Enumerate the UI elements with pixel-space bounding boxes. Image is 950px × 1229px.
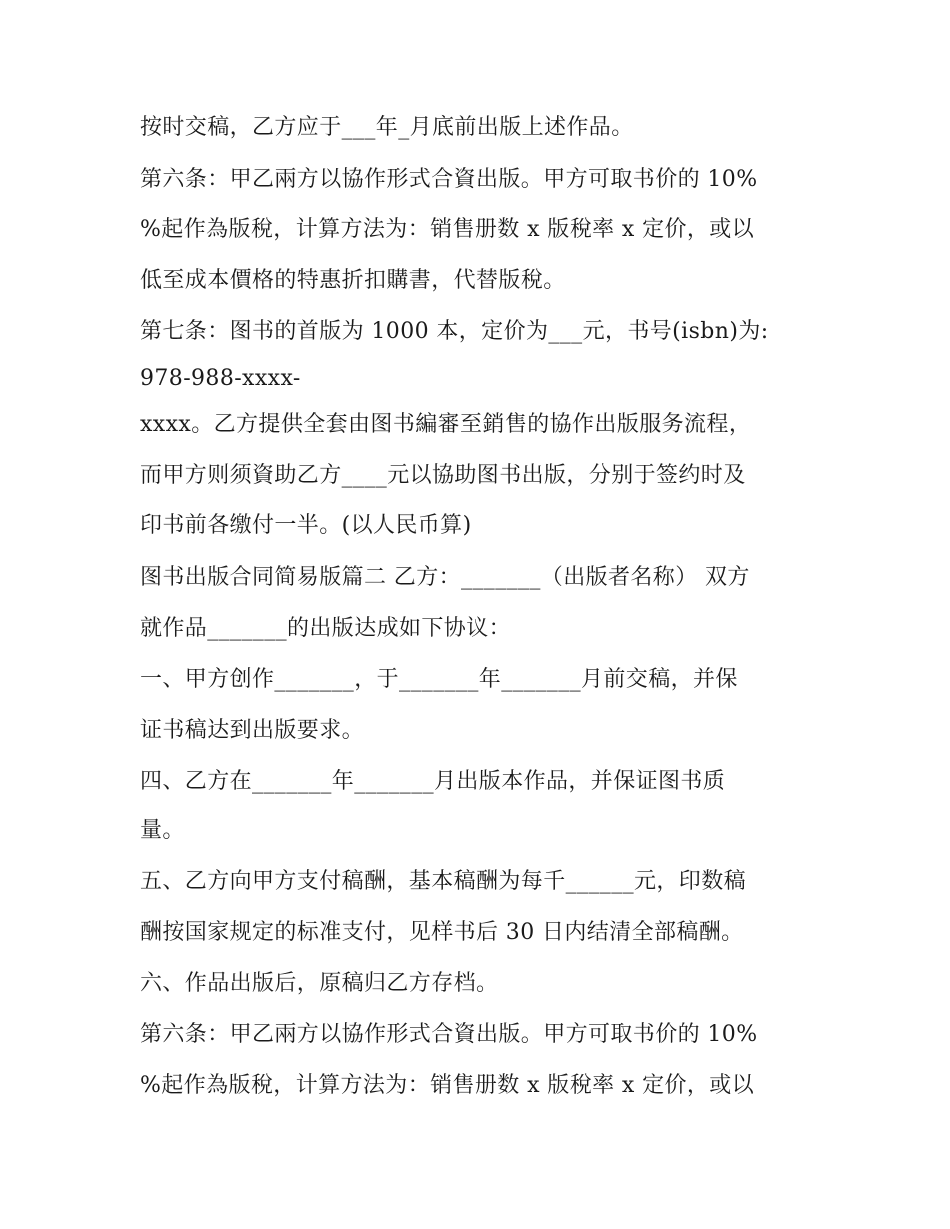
text-line: 证书稿达到出版要求。 — [140, 718, 365, 743]
text-line: 第六条：甲乙兩方以協作形式合資出版。甲方可取书价的 10% — [140, 167, 758, 192]
text-line: 酬按国家规定的标准支付，见样书后 30 日内结清全部稿酬。 — [140, 920, 744, 945]
text-line: 第六条：甲乙兩方以協作形式合資出版。甲方可取书价的 10% — [140, 1022, 758, 1047]
text-line: 六、作品出版后，原稿归乙方存档。 — [140, 971, 499, 996]
text-line: xxxx。乙方提供全套由图书編審至銷售的協作出版服务流程， — [140, 412, 752, 437]
text-line: 一、甲方创作_______，于_______年_______月前交稿，并保 — [140, 667, 738, 692]
text-line: %起作為版稅，计算方法为：销售册数 x 版稅率 x 定价，或以 — [140, 217, 755, 242]
text-line: 978-988-xxxx- — [140, 366, 301, 391]
text-line: %起作為版稅，计算方法为：销售册数 x 版稅率 x 定价，或以 — [140, 1073, 755, 1098]
text-line: 四、乙方在_______年_______月出版本作品，并保证图书质 — [140, 769, 726, 794]
text-line: 就作品_______的出版达成如下协议： — [140, 616, 512, 641]
text-line: 而甲方则须資助乙方____元以協助图书出版，分别于签约时及 — [140, 463, 746, 488]
text-line: 低至成本價格的特惠折扣購書，代替版稅。 — [140, 268, 566, 293]
text-line: 印书前各缴付一半。(以人民币算) — [140, 513, 472, 538]
text-line: 第七条：图书的首版为 1000 本，定价为___元，书号(isbn)为: — [140, 319, 769, 344]
text-line: 量。 — [140, 818, 185, 843]
text-line: 按时交稿，乙方应于___年_月底前出版上述作品。 — [140, 115, 634, 140]
text-line: 图书出版合同简易版篇二 乙方：_______（出版者名称） 双方 — [140, 565, 750, 590]
text-line: 五、乙方向甲方支付稿酬，基本稿酬为每千______元，印数稿 — [140, 869, 747, 894]
